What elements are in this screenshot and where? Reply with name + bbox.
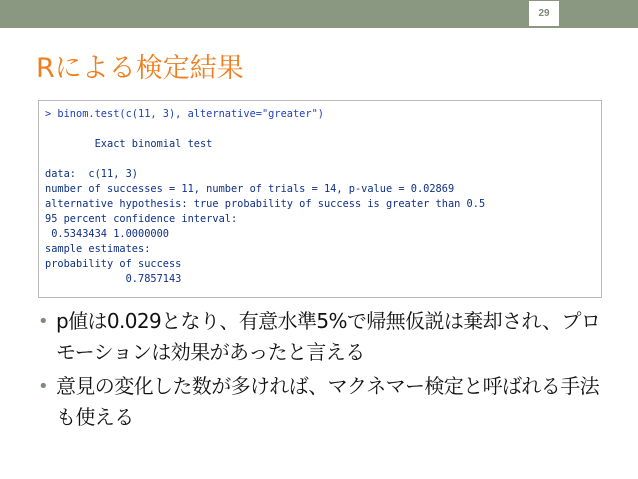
bullet-list: [38, 306, 608, 436]
console-output-line: probability of success: [45, 258, 182, 270]
console-command-line: > binom.test(c(11, 3), alternative="greater"): [45, 108, 324, 120]
console-output-line: number of successes = 11, number of trials = 14, p-value = 0.02869: [45, 183, 455, 195]
console-output-line: alternative hypothesis: true probability of success is greater than 0.5: [45, 198, 486, 210]
console-output-line: Exact binomial test: [45, 138, 213, 150]
console-output-line: 0.5343434 1.0000000: [45, 228, 169, 240]
console-output-line: 0.7857143: [45, 273, 182, 285]
r-console-output: [38, 100, 602, 298]
console-output-line: 95 percent confidence interval:: [45, 213, 238, 225]
bullet-marker: •: [38, 311, 49, 332]
bullet-text: 意見の変化した数が多ければ、マクネマー検定と呼ばれる手法も使える: [56, 374, 599, 429]
bullet-item: [38, 371, 608, 433]
slide-title: Rによる検定結果: [36, 53, 244, 84]
page-number: 29: [529, 1, 559, 26]
bullet-item: [38, 306, 608, 368]
header-bar: [0, 0, 638, 28]
bullet-text: p値は0.029となり、有意水準5%で帰無仮説は棄却され、プロモーションは効果があったと言える: [56, 309, 601, 364]
bullet-marker: •: [38, 376, 49, 397]
console-output-line: sample estimates:: [45, 243, 151, 255]
console-output-line: data: c(11, 3): [45, 168, 138, 180]
